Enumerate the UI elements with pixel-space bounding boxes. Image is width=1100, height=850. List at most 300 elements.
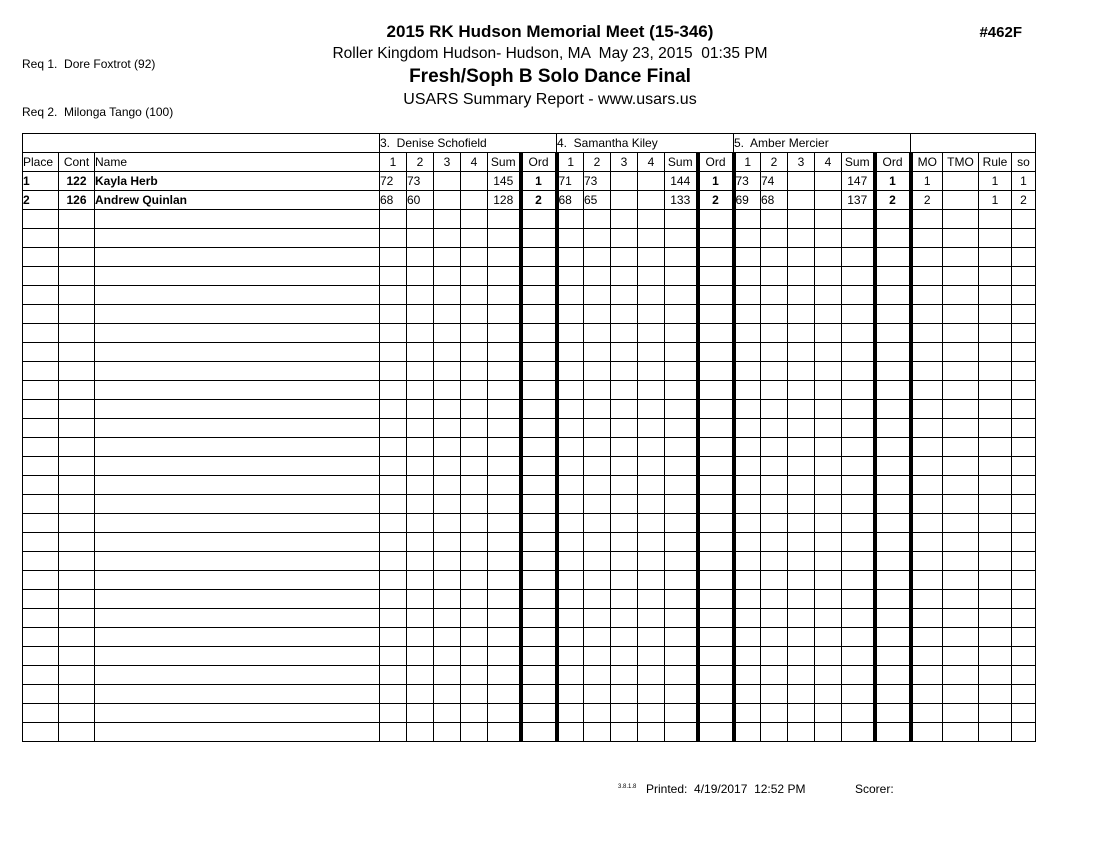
cell-ord [698,248,734,267]
cell-score-2 [584,533,611,552]
cell-score-4 [638,191,665,210]
cell-score-1: 68 [380,191,407,210]
cell-score-3 [434,191,461,210]
cell-mo [911,571,943,590]
cell-score-1 [557,666,584,685]
cell-cont [59,590,95,609]
cell-tmo [943,533,979,552]
cell-cont [59,324,95,343]
cell-score-3 [611,723,638,742]
cell-score-2 [761,343,788,362]
cell-score-2 [584,685,611,704]
cell-score-2 [584,438,611,457]
empty-row [23,210,1036,229]
cell-score-3 [788,609,815,628]
cell-score-2 [761,514,788,533]
cell-score-1 [734,514,761,533]
cell-name: Andrew Quinlan [95,191,380,210]
cell-mo [911,438,943,457]
cell-score-1 [380,229,407,248]
cell-name [95,419,380,438]
cell-score-4 [638,723,665,742]
cell-sum [488,229,521,248]
cell-score-4 [461,457,488,476]
cell-sum [488,362,521,381]
cell-score-3 [434,172,461,191]
cell-sum [842,381,875,400]
cell-score-3 [434,381,461,400]
col-header-judge4-2: 2 [584,153,611,172]
cell-score-4 [638,381,665,400]
cell-sum [842,666,875,685]
col-header-judge5-4: 4 [815,153,842,172]
cell-sum [488,666,521,685]
cell-cont [59,476,95,495]
cell-score-4 [461,172,488,191]
cell-sum [488,590,521,609]
cell-score-3 [788,210,815,229]
col-header-rule: Rule [979,153,1012,172]
cell-ord [521,685,557,704]
cell-score-3 [434,343,461,362]
cell-score-2 [584,229,611,248]
cell-ord [521,362,557,381]
cell-score-2 [584,457,611,476]
cell-tmo [943,267,979,286]
cell-tmo [943,685,979,704]
venue-line: Roller Kingdom Hudson- Hudson, MA May 23, 2015 01:35 PM [332,45,768,62]
cell-sum [665,286,698,305]
cell-score-2 [407,229,434,248]
cell-mo [911,476,943,495]
printed-timestamp: Printed: 4/19/2017 12:52 PM [646,782,806,796]
cell-score-1 [734,419,761,438]
cell-score-2 [407,552,434,571]
empty-row [23,362,1036,381]
cell-score-1 [380,324,407,343]
cell-tmo [943,495,979,514]
cell-name [95,324,380,343]
cell-score-1 [557,267,584,286]
cell-score-3 [434,210,461,229]
cell-so: 2 [1012,191,1036,210]
col-header-judge3-3: 3 [434,153,461,172]
cell-score-3 [788,704,815,723]
cell-name [95,666,380,685]
cell-score-2 [761,552,788,571]
cell-score-2 [584,362,611,381]
cell-place [23,381,59,400]
col-header-judge5-1: 1 [734,153,761,172]
cell-score-4 [461,571,488,590]
cell-score-2 [407,685,434,704]
cell-so [1012,514,1036,533]
cell-ord [698,609,734,628]
cell-ord [698,324,734,343]
cell-cont [59,495,95,514]
cell-score-2 [584,210,611,229]
cell-score-2 [761,609,788,628]
empty-row [23,552,1036,571]
cell-tmo [943,723,979,742]
cell-score-1 [734,248,761,267]
score-table [22,133,1036,742]
cell-ord: 2 [875,191,911,210]
cell-sum [665,457,698,476]
cell-mo [911,419,943,438]
cell-sum [488,609,521,628]
cell-score-1 [557,571,584,590]
empty-row [23,457,1036,476]
cell-score-1 [380,723,407,742]
cell-mo [911,381,943,400]
cell-sum [665,647,698,666]
cell-tmo [943,571,979,590]
cell-ord [875,704,911,723]
cell-sum [665,514,698,533]
cell-score-1 [734,685,761,704]
cell-score-4 [815,305,842,324]
cell-ord [698,685,734,704]
cell-score-4 [638,286,665,305]
cell-mo [911,248,943,267]
cell-ord [875,457,911,476]
cell-score-2 [584,305,611,324]
cell-place [23,210,59,229]
cell-ord [698,495,734,514]
cell-ord [698,210,734,229]
cell-sum [665,438,698,457]
cell-mo [911,495,943,514]
cell-score-4 [815,362,842,381]
cell-sum [842,514,875,533]
cell-name [95,704,380,723]
cell-score-4 [815,704,842,723]
cell-score-2 [584,495,611,514]
cell-score-4 [815,533,842,552]
cell-ord [698,533,734,552]
cell-name [95,476,380,495]
empty-row [23,628,1036,647]
cell-score-2 [407,647,434,666]
cell-score-1 [734,267,761,286]
cell-score-3 [611,267,638,286]
cell-tmo [943,419,979,438]
cell-ord [875,666,911,685]
column-header-row [23,153,1036,172]
cell-ord [698,476,734,495]
cell-score-1 [380,628,407,647]
judge-header-5: 5. Amber Mercier [734,134,911,153]
cell-tmo [943,476,979,495]
cell-sum [842,495,875,514]
cell-score-3 [434,305,461,324]
cell-score-2 [407,419,434,438]
cell-score-2: 68 [761,191,788,210]
cell-score-3 [611,628,638,647]
cell-rule [979,457,1012,476]
cell-sum [488,210,521,229]
col-header-judge3-2: 2 [407,153,434,172]
cell-tmo [943,514,979,533]
cell-score-1 [557,685,584,704]
cell-score-2 [761,647,788,666]
cell-so [1012,343,1036,362]
cell-score-2 [761,533,788,552]
cell-score-1 [380,647,407,666]
cell-score-3 [434,419,461,438]
cell-score-1 [557,533,584,552]
cell-score-2 [407,476,434,495]
cell-score-3 [788,590,815,609]
cell-rule: 1 [979,172,1012,191]
col-header-judge4-ord: Ord [698,153,734,172]
judge-row-spacer-right [911,134,1036,153]
cell-score-3 [788,324,815,343]
cell-sum [842,210,875,229]
cell-score-2: 73 [407,172,434,191]
cell-sum [842,419,875,438]
cell-score-1 [557,381,584,400]
cell-tmo [943,609,979,628]
cell-score-4 [638,495,665,514]
cell-score-3 [611,571,638,590]
cell-cont [59,400,95,419]
cell-score-3 [611,438,638,457]
cell-cont [59,609,95,628]
cell-rule [979,362,1012,381]
cell-so [1012,229,1036,248]
cell-score-4 [461,685,488,704]
cell-score-2 [407,381,434,400]
req-line-2: Req 2. Milonga Tango (100) [22,105,174,119]
cell-ord [875,495,911,514]
cell-sum [665,609,698,628]
cell-score-1 [557,324,584,343]
cell-score-1: 71 [557,172,584,191]
cell-score-4 [815,628,842,647]
cell-ord [521,533,557,552]
cell-sum [842,628,875,647]
cell-score-4 [638,647,665,666]
col-header-judge4-4: 4 [638,153,665,172]
col-header-judge4-1: 1 [557,153,584,172]
cell-tmo [943,248,979,267]
cell-ord [698,514,734,533]
cell-place: 2 [23,191,59,210]
col-header-judge5-sum: Sum [842,153,875,172]
cell-ord [698,552,734,571]
meet-title: 2015 RK Hudson Memorial Meet (15-346) [386,22,714,41]
cell-mo: 2 [911,191,943,210]
cell-ord [698,438,734,457]
cell-score-3 [611,343,638,362]
cell-sum [488,552,521,571]
cell-sum [842,362,875,381]
cell-ord: 1 [698,172,734,191]
cell-sum [842,476,875,495]
cell-score-1 [557,343,584,362]
cell-tmo [943,438,979,457]
cell-cont [59,343,95,362]
cell-score-3 [611,381,638,400]
cell-score-3 [611,400,638,419]
cell-score-1 [380,419,407,438]
cell-sum [665,571,698,590]
cell-so [1012,571,1036,590]
cell-sum [842,229,875,248]
cell-sum [665,229,698,248]
cell-score-4 [815,438,842,457]
col-header-judge3-1: 1 [380,153,407,172]
cell-score-3 [788,495,815,514]
cell-score-4 [638,533,665,552]
cell-score-2 [761,324,788,343]
cell-name [95,438,380,457]
cell-mo [911,590,943,609]
cell-cont [59,438,95,457]
cell-score-4 [461,723,488,742]
cell-ord [521,324,557,343]
cell-so [1012,286,1036,305]
cell-ord [521,438,557,457]
cell-tmo [943,457,979,476]
cell-score-1 [557,210,584,229]
cell-ord [875,229,911,248]
cell-score-1 [734,495,761,514]
cell-name [95,457,380,476]
cell-score-1 [734,229,761,248]
cell-score-3 [611,419,638,438]
cell-score-4 [461,628,488,647]
cell-score-4 [461,647,488,666]
cell-score-2 [407,628,434,647]
cell-score-2: 60 [407,191,434,210]
cell-so [1012,704,1036,723]
col-header-judge3-4: 4 [461,153,488,172]
cell-score-2 [761,476,788,495]
cell-so [1012,210,1036,229]
cell-score-3 [434,647,461,666]
cell-score-3 [611,248,638,267]
cell-ord [521,267,557,286]
cell-score-2 [407,571,434,590]
cell-score-2 [761,704,788,723]
cell-score-2 [407,666,434,685]
cell-score-3 [434,590,461,609]
cell-score-1 [380,476,407,495]
cell-ord [521,571,557,590]
cell-score-4 [461,229,488,248]
cell-score-4 [461,191,488,210]
cell-sum: 137 [842,191,875,210]
cell-score-2 [584,286,611,305]
cell-score-4 [638,571,665,590]
cell-score-4 [815,666,842,685]
cell-score-2 [407,438,434,457]
cell-name [95,343,380,362]
cell-sum [842,533,875,552]
cell-score-3 [434,362,461,381]
cell-score-2 [761,457,788,476]
cell-score-2 [407,400,434,419]
cell-score-3 [611,685,638,704]
cell-score-3 [434,286,461,305]
col-header-mo: MO [911,153,943,172]
cell-so [1012,324,1036,343]
cell-cont [59,552,95,571]
cell-sum [842,305,875,324]
cell-score-3 [611,324,638,343]
cell-score-2 [407,248,434,267]
cell-ord [521,248,557,267]
cell-ord [698,419,734,438]
cell-so [1012,476,1036,495]
cell-score-3 [611,210,638,229]
cell-score-4 [815,324,842,343]
col-header-place: Place [23,153,59,172]
cell-tmo [943,381,979,400]
cell-score-4 [815,609,842,628]
cell-tmo [943,628,979,647]
cell-cont [59,305,95,324]
cell-score-3 [434,628,461,647]
cell-mo [911,305,943,324]
cell-mo [911,457,943,476]
cell-name [95,495,380,514]
cell-cont [59,514,95,533]
cell-sum [488,248,521,267]
cell-score-1 [557,286,584,305]
cell-ord [875,362,911,381]
empty-row [23,685,1036,704]
cell-score-1: 69 [734,191,761,210]
cell-score-1 [557,419,584,438]
cell-score-4 [638,590,665,609]
cell-place [23,704,59,723]
cell-ord [521,647,557,666]
cell-place [23,229,59,248]
cell-tmo [943,286,979,305]
cell-sum [488,533,521,552]
cell-place [23,305,59,324]
cell-cont [59,666,95,685]
cell-ord [875,248,911,267]
cell-score-2 [761,495,788,514]
cell-rule [979,476,1012,495]
cell-sum [665,704,698,723]
cell-score-3 [788,552,815,571]
cell-ord [521,457,557,476]
cell-score-4 [638,229,665,248]
cell-ord [521,628,557,647]
cell-score-3 [434,571,461,590]
cell-score-2 [407,590,434,609]
cell-rule [979,685,1012,704]
cell-sum [842,248,875,267]
cell-sum [665,381,698,400]
cell-score-3 [788,267,815,286]
cell-ord [875,286,911,305]
cell-sum [488,343,521,362]
cell-ord [521,704,557,723]
cell-score-4 [638,172,665,191]
cell-score-2 [761,286,788,305]
cell-sum [488,685,521,704]
cell-sum [665,495,698,514]
cell-sum [488,286,521,305]
cell-name [95,590,380,609]
